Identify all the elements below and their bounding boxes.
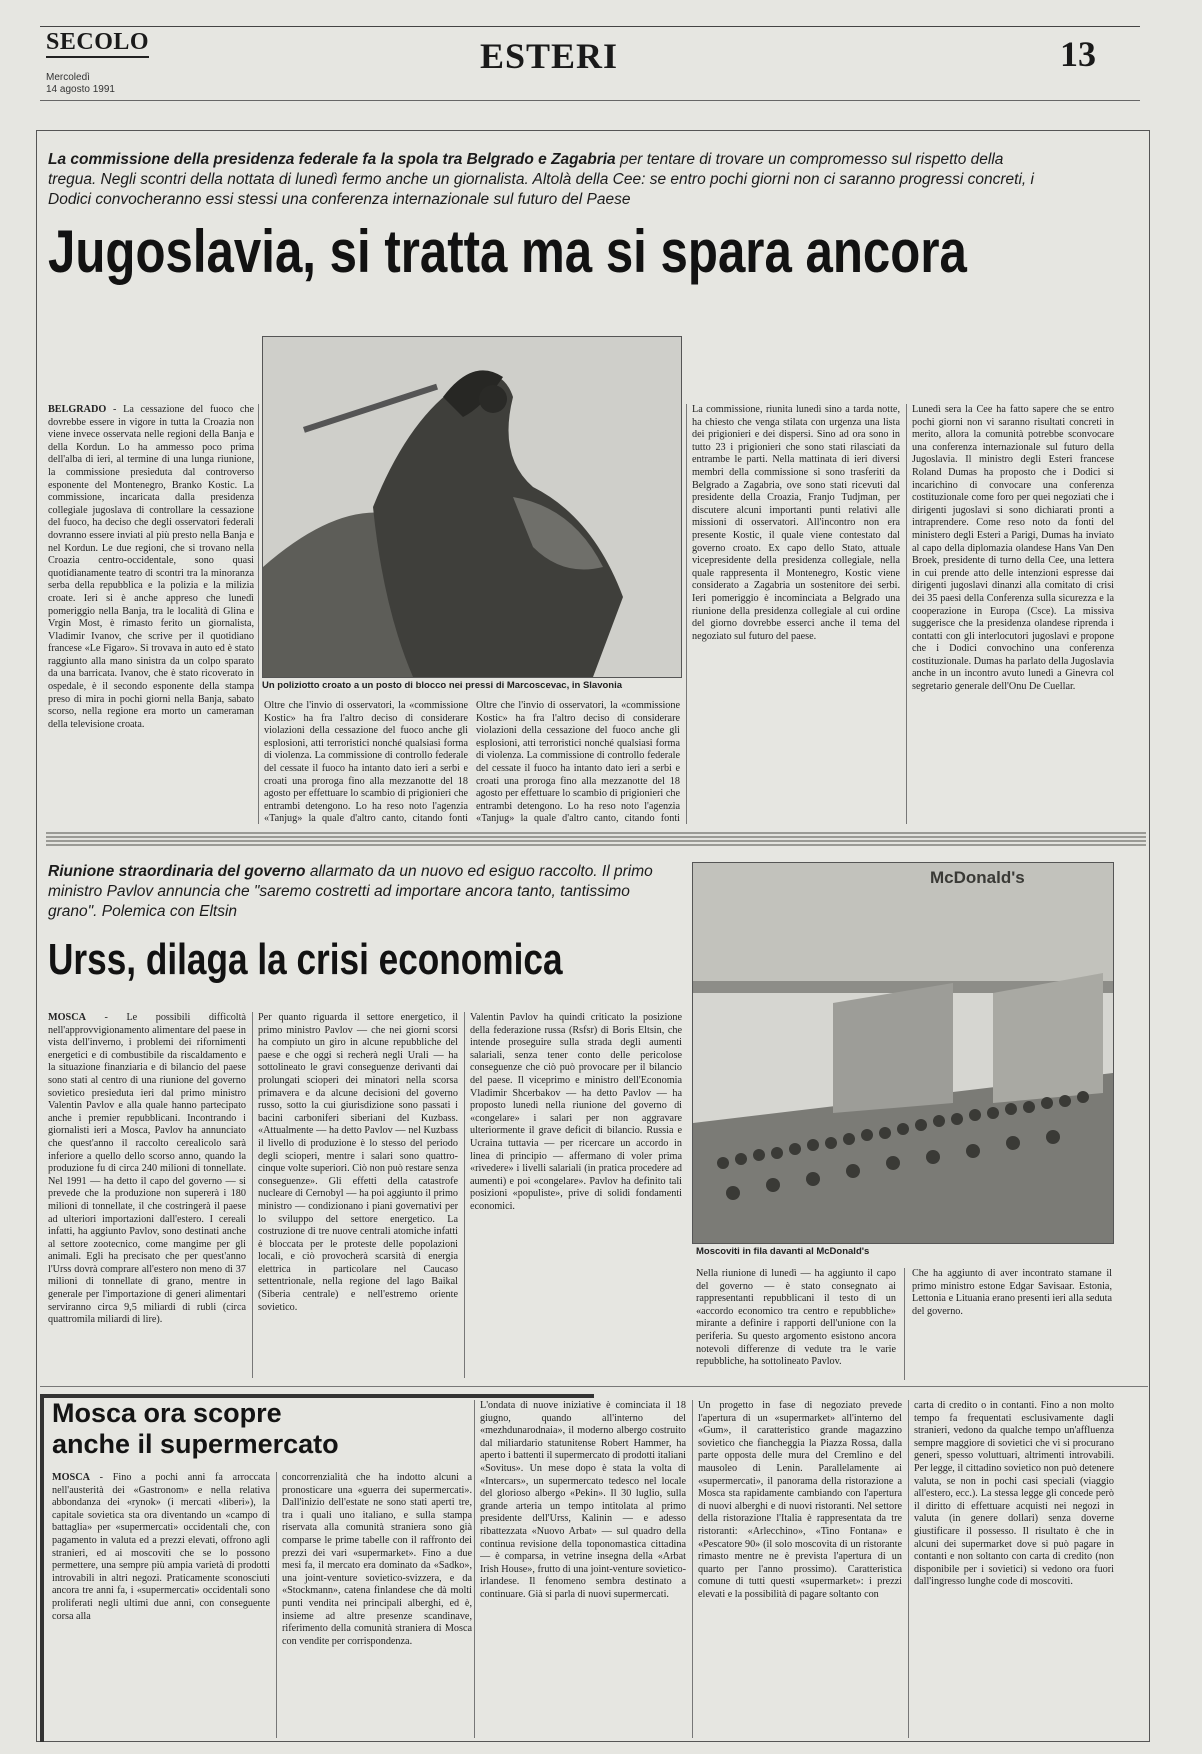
article1-col1 [48,404,254,824]
article3-col4: Un progetto in fase di negoziato prevede l'apertura di un «supermarket» all'interno del «Gum», il caratteristico grande magazzino sovietico che fiancheggia la Piazza Rossa, dalla parte opposta delle mura del Cremlino e del mausoleo di Lenin. Parallelamente ai «supermercati», il panorama della ristorazione a Mosca sta rapidamente cambiando con l'apertura di nuovi alberghi e di nuovi ristoranti. Nel settore della ristorazione l'Italia è rappresentata da tre ristoranti: «Arlecchino», «Tino Fontana» e «Pescatore 90» (il solo moscovita di un ristorante rimasto mentre ne è prevista l'apertura di un quarto per l'anno prossimo). Caratteristica comune di tutti questi «supermarket»: i prezzi elevati e la possibilità di pagare soltanto con [698,1400,902,1600]
article3-col5: carta di credito o in contanti. Fino a non molto tempo fa frequentati esclusivamente dagli stranieri, vedono da qualche tempo un'affluenza sempre maggiore di sovietici che vi si procurano generi, spesso voluttuari, altrimenti introvabili. Per legge, il cittadino sovietico non può detenere valuta, se non in pochi casi speciali (viaggio all'estero, ecc.). La stessa legge gli concede però il diritto di effettuare acquisti nei negozi in valuta (in genere dollari) senza doverne giustificare il possesso. Il risultato è che in alcuni dei supermarket dove si può pagare in contanti e non soltanto con carta di credito (non disponibile per i sovietici) si vedono ora fuori dall'ingresso lunghe code di moscoviti. [914,1400,1114,1588]
col-divider [686,404,687,824]
article2-summary [48,862,668,922]
article2-photo [692,862,1114,1244]
article3-headline [52,1398,339,1460]
article3-col2: concorrenzialità che ha indotto alcuni a pronosticare una «guerra dei supermercati». Dall'inizio dell'estate ne sono stati aperti tre, tra i quali uno italiano, e sulla stampa riservata alla comunità straniera sono già comparse le prime tabelle con il raffronto dei prezzi dei vari «supermarket». Fino a due mesi fa, il mercato era dominato da «Sadko», una joint-venture sovietico-svizzera, e da «Stockmann», catena finlandese che dà molti punti vendita nei principali alberghi, ed è, insieme ad altre presenze scandinave, riferimento della comunità straniera di Mosca con vendite per corrispondenza. [282,1472,472,1647]
article1-photo [262,336,682,678]
page-number: 13 [1060,34,1096,74]
issue-full-date: 14 agosto 1991 [46,84,115,95]
section-separator [46,832,1146,846]
article1-col3: La commissione, riunita lunedì sino a tarda notte, ha chiesto che venga stilata con urgenza una lista dei prigionieri e dei dispersi. Sino ad ora sono in tutto 23 i prigionieri che sono stati rilasciati da entrambe le parti. Nella mattinata di ieri diversi membri della commissione si sono trasferiti da Belgrado a Zagabria, ove sono stati ricevuti dal presidente della Croazia, Franjo Tudjman, per discutere alcuni importanti punti relativi alle missioni di osservatori. All'incontro non era presente Kostic, il quale viene contestato dal governo croato. Ex capo dello Stato, attuale vicepresidente della presidenza collegiale, nella quale rappresenta il Montenegro, Kostic viene considerato a Zagabria un sostenitore dei serbi. Ieri pomeriggio è incominciata a Belgrado una riunione della presidenza collegiale al cui ordine del giorno dovrebbe esserci anche il tema del negoziato sul futuro del paese. [692,404,900,642]
article2-col2: Per quanto riguarda il settore energetico, il primo ministro Pavlov — che nei giorni scorsi ha compiuto un giro in alcune repubbliche del paese e che oggi si recherà negli Urali — ha sottolineato le gravi conseguenze derivanti dai prolungati scioperi dei minatori nella scorsa primavera e da alcune decisioni del governo russo, sotto la cui giurisdizione sono passati i bacini carboniferi siberiani del Kuzbass. «Attualmente — ha detto Pavlov — nel Kuzbass il livello di produzione è lo stesso del periodo degli scioperi, mentre i salari sono quattro-cinque volte superiori. Ciò non può restare senza conseguenze». Gli effetti della catastrofe nucleare di Cernobyl — ha poi aggiunto il primo ministro — condizionano i piani governativi per lo sviluppo del settore energetico. La costruzione di tre nuove centrali atomiche infatti è bloccata per le proteste delle popolazioni locali, e ciò provocherà scarsità di energia elettrica in particolare nel Caucaso settentrionale, nella regione del lago Baikal (Siberia centrale) e nell'estremo oriente sovietico. [258,1012,458,1313]
article1-col4: Lunedì sera la Cee ha fatto sapere che se entro pochi giorni non vi saranno risultati concreti in merito, allora la comunità potrebbe sconvocare una conferenza internazionale sul futuro della Jugoslavia. Il ministro degli Esteri francese Roland Dumas ha proposto che i Dodici si incarichino di convocare una conferenza costituzionale come foro per quei negoziati che i dirigenti jugoslavi si sono dichiarati pronti a intraprendere. Come reso noto da fonti del ministero degli Esteri a Parigi, Dumas ha inviato al capo della diplomazia olandese Hans Van Den Broek, presidente di turno della Cee, una lettera in cui prende atto delle intenzioni espresse dai dirigenti jugoslavi dinanzi alla comitato di crisi dei 35 paesi della Conferenza sulla sicurezza e la cooperazione in Europa (Csce). La missiva suggerisce che la presidenza olandese riprenda i contatti con gli interlocutori jugoslavi e propone che i Dodici convochino una conferenza costituzionale. Dumas ha parlato della Jugoslavia anche in un incontro avuto lunedì a Ginevra col segretario generale dell'Onu De Cuellar. [912,404,1114,693]
col-divider [904,1268,905,1380]
article2-col5: Che ha aggiunto di aver incontrato stamane il primo ministro estone Edgar Savisaar. Estonia, Lettonia e Lituania erano presenti ieri alla seduta del governo. [912,1268,1112,1317]
article2-caption: Moscoviti in fila davanti al McDonald's [696,1246,870,1257]
col-divider [692,1400,693,1738]
article1-col2b: Oltre che l'invio di osservatori, la «commissione Kostic» ha fra l'altro deciso di considerare violazioni della cessazione del fuoco anche gli esplosioni, atti terroristici nonché qualsiasi forma di violenza. La commissione di controllo federale del cessate il fuoco ha intanto dato ieri a serbi e croati una proroga fino alla mezzanotte del 18 agosto per effettuare lo scambio di prigionieri che entrambi detengono. Lo ha reso noto l'agenzia «Tanjug» la quale d'altro canto, citando fonti [476,700,680,824]
top-rule [40,26,1140,27]
article2-dateline: MOSCA [48,1012,86,1023]
article2-col1-text: - Le possibili difficoltà nell'approvvigionamento alimentare del paese in vista dell'inverno, i problemi dei rifornimenti energetici e di combustibile da riscaldamento e la situazione finanziaria e di bilancio del paese sono stati al centro di una riunione del governo sovietico presieduta ieri dal primo ministro Valentin Pavlov e alla quale hanno partecipato anche i premier repubblicani. Incontrando i giornalisti ieri a Mosca, Pavlov ha annunciato che quest'anno il raccolto cerealicolo sarà inferiore a quello dello scorso anno, quando la produzione fu di circa 240 milioni di tonnellate. Nel 1991 — ha detto il capo del governo — si prevede che la produzione non supererà i 180 milioni di tonnellate, il che costringerà il paese ad ulteriori importazioni dall'estero. I cereali infatti, ha aggiunto Pavlov, sono destinati anche al settore zootecnico, come mangime per gli animali. Egli ha precisato che per quest'anno l'Urss dovrà comprare all'estero non meno di 37 milioni di tonnellate di grano, mentre in generale per l'importazione di generi alimentari serviranno circa 9,5 miliardi di rubli (circa quattromila miliardi di lire). [48,1012,246,1326]
article2-headline: Urss, dilaga la crisi economica [48,935,563,984]
article1-col2: Oltre che l'invio di osservatori, la «commissione Kostic» ha fra l'altro deciso di considerare violazioni della cessazione del fuoco anche gli esplosioni, atti terroristici nonché qualsiasi forma di violenza. La commissione di controllo federale del cessate il fuoco ha intanto dato ieri a serbi e croati una proroga fino alla mezzanotte del 18 agosto per effettuare lo scambio di prigionieri che entrambi detengono. Lo ha reso noto l'agenzia «Tanjug» la quale d'altro canto, citando fonti [264,700,468,824]
article3-dateline: MOSCA [52,1472,90,1483]
col-divider [258,404,259,824]
issue-date [46,72,166,96]
policeman-photo-illustration [263,337,681,677]
article3-headline-line2: anche il supermercato [52,1429,339,1459]
article3-col1 [52,1472,270,1738]
col-divider [464,1012,465,1378]
article3-col3: L'ondata di nuove iniziative è cominciata il 18 giugno, quando all'interno del «mezhdunarodnaia», il moderno albergo costruito dal miliardario statunitense Robert Hammer, ha aperto i battenti il supermercato di prodotti italiani «Sovitus». Un mese dopo è stata la volta di «Intercars», un supermercato tedesco nel locale del glorioso albergo «Pekin». Il 30 luglio, sulla grande arteria un tempo intitolata al primo presidente dell'Urss, Kalinin — e adesso ribattezzata «Nuovo Arbat» — sul quadro della continua revisione della toponomastica cittadina — è comparsa, in vetrine insegna della «Arbat Irish House», frutto di una joint-venture sovietico-irlandese. Il fenomeno sembra destinato a continuare. Già si parla di nuovi supermercati. [480,1400,686,1600]
article1-summary-lead: La commissione della presidenza federale fa la spola tra Belgrado e Zagabria [48,151,616,168]
article2-col3: Valentin Pavlov ha quindi criticato la posizione della federazione russa (Rsfsr) di Boris Eltsin, che intende proseguire sulla strada degli aumenti salariali, senza tener conto delle pericolose conseguenze che ciò può provocare per il bilancio del paese. Il viceprimo e ministro dell'Economia Vladimir Shcerbakov — ha detto Pavlov — ha proposto lunedì nella riunione del governo di «congelare» i salari per non aggravare ulteriormente il grave deficit di bilancio. Russia e Ucraina tuttavia — per ricercare un accordo in linea di principio — affermano di voler prima «rivedere» i livelli salariali (in pratica procedere ad aumenti) e poi «congelare». Pavlov ha definito tali posizioni «populiste», prive di solidi fondamenti economici. [470,1012,682,1212]
article2-summary-rest: allarmato da un nuovo ed esiguo raccolto. Il primo ministro Pavlov annuncia che "saremo costretti ad importare ancora tanto, tantissimo grano". Polemica con Eltsin [48,863,653,920]
newspaper-logo: SECOLO [46,30,149,58]
col-divider [906,404,907,824]
article2-col4: Nella riunione di lunedì — ha aggiunto il capo del governo — è stato consegnato ai rappresentanti repubblicani il testo di un «accordo economico tra centro e repubbliche» mirante a definire i rapporti dell'unione con la periferia. Su questo argomento esistono ancora notevoli differenze di vedute tra le varie repubbliche, ha sottolineato Pavlov. [696,1268,896,1368]
article3-headline-line1: Mosca ora scopre [52,1398,282,1428]
col-divider [252,1012,253,1378]
masthead-rule [40,100,1140,101]
article1-col1-text: - La cessazione del fuoco che dovrebbe essere in vigore in tutta la Croazia non viene invece osservata nelle regioni della Banja e della Kordun. Lo ha ammesso poco prima dell'alba di ieri, al termine di una lunga riunione, la commissione presieduta dal controverso esponente del Montenegro, Branko Kostic. La commissione, incaricata dalla presidenza collegiale jugoslava di controllare la cessazione del fuoco, ha deciso che degli osservatori federali dovranno essere inviati al più presto nella Banja e nel Kordun. Le due regioni, che si trovano nella Croazia centro-occidentale, sono quasi quotidianamente teatro di scontri tra la minoranza serba della repubblica e la polizia e la milizia croate. Ieri si è anche appreso che lunedì pomeriggio nella Banja, tra le località di Glina e Vrgin Most, è rimasto ferito un giornalista, Vladimir Ivanov, che scrive per il quotidiano francese «Le Figaro». Si trovava in auto ed è stato raggiunto alla mano sinistra da un colpo sparato da una barricata. Ivanov, che è stato ricoverato in ospedale, è il secondo esponente della stampa preso di mira in pochi giorni nella Banja, sabato scorso, nella regione era morto un cameraman della televisione croata. [48,404,254,730]
issue-day: Mercoledì [46,72,90,83]
article1-headline: Jugoslavia, si tratta ma si spara ancora [48,218,967,285]
mcdonalds-queue-illustration [693,863,1113,1243]
col-divider [908,1400,909,1738]
mcdonalds-sign: McDonald's [930,868,1025,887]
article2-summary-lead: Riunione straordinaria del governo [48,863,306,880]
article1-summary-rest: per tentare di trovare un compromesso sul rispetto della tregua. Negli scontri della nottata di lunedì fermo anche un giornalista. Altolà della Cee: se entro pochi giorni non ci saranno progressi concreti, i Dodici convocheranno essi stessi una conferenza internazionale sul futuro del Paese [48,151,1034,208]
article-divider [40,1386,1148,1387]
article3-col1-text: - Fino a pochi anni fa arroccata nell'austerità dei «Gastronom» e nella relativa abbondanza dei «rynok» (i mercati «liberi»), la capitale sovietica sta ora diventando un «campo di battaglia» per «supermercati» occidentali che, con pagamento in valuta ed a prezzi elevati, offrono agli stranieri, ed ai moscoviti che se lo possono permettere, una sempre più ampia varietà di prodotti introvabili in altri negozi. Praticamente sconosciuti ancora tre anni fa, i «supermercati» occidentali sono proliferati negli ultimi due anni, con conseguente corsa alla [52,1472,270,1622]
article2-col1 [48,1012,246,1378]
col-divider [276,1472,277,1738]
article1-dateline: BELGRADO [48,404,107,415]
col-divider [474,1400,475,1738]
article1-caption: Un poliziotto croato a un posto di blocco nei pressi di Marcoscevac, in Slavonia [262,680,623,691]
section-title: ESTERI [480,36,619,76]
article1-summary [48,150,1048,210]
